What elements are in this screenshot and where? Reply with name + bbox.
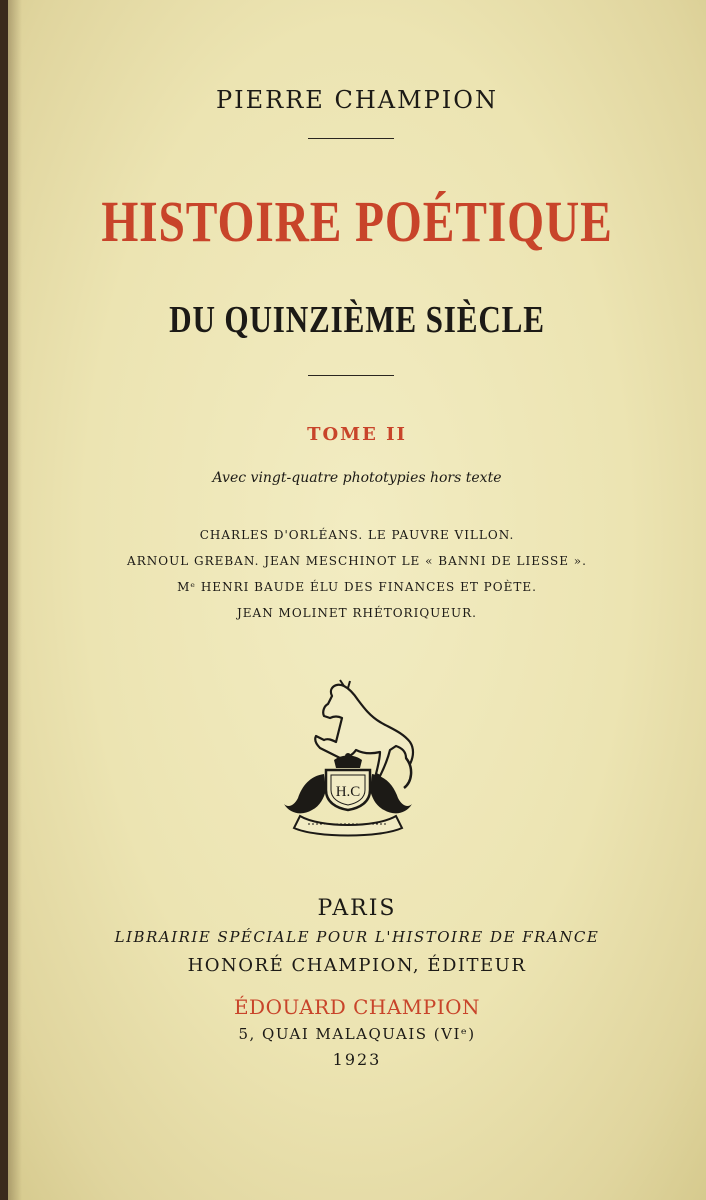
contents-line: JEAN MOLINET RHÉTORIQUEUR.	[236, 606, 477, 620]
rearing-horse-crest-icon	[280, 678, 420, 838]
contents-line: ARNOUL GREBAN. JEAN MESCHINOT LE « BANNI DE LIESSE ».	[127, 554, 587, 568]
divider-rule-middle	[308, 375, 394, 376]
contents-line: CHARLES D'ORLÉANS. LE PAUVRE VILLON.	[199, 528, 515, 542]
title-page	[8, 0, 706, 1200]
imprint-address: 5, QUAI MALAQUAIS (VIᵉ)	[238, 1025, 476, 1043]
author-name: PIERRE CHAMPION	[216, 86, 498, 114]
imprint-publisher: HONORÉ CHAMPION, ÉDITEUR	[187, 955, 527, 976]
imprint-bookshop: LIBRAIRIE SPÉCIALE POUR L'HISTOIRE DE FRANCE	[114, 928, 600, 946]
divider-rule-top	[308, 138, 394, 139]
imprint-successor: ÉDOUARD CHAMPION	[233, 995, 481, 1019]
imprint-year: 1923	[332, 1050, 382, 1069]
volume-label: TOME II	[307, 424, 407, 445]
page-edge-shadow	[8, 0, 22, 1200]
contents-line: Mᵉ HENRI BAUDE ÉLU DES FINANCES ET POÈTE.	[177, 580, 537, 594]
book-subtitle: DU QUINZIÈME SIÈCLE	[169, 299, 545, 341]
emblem-monogram: H.C	[335, 784, 361, 800]
illustrations-note: Avec vingt-quatre phototypies hors texte	[212, 470, 502, 486]
book-title: HISTOIRE POÉTIQUE	[101, 189, 613, 254]
imprint-city: PARIS	[317, 896, 397, 921]
